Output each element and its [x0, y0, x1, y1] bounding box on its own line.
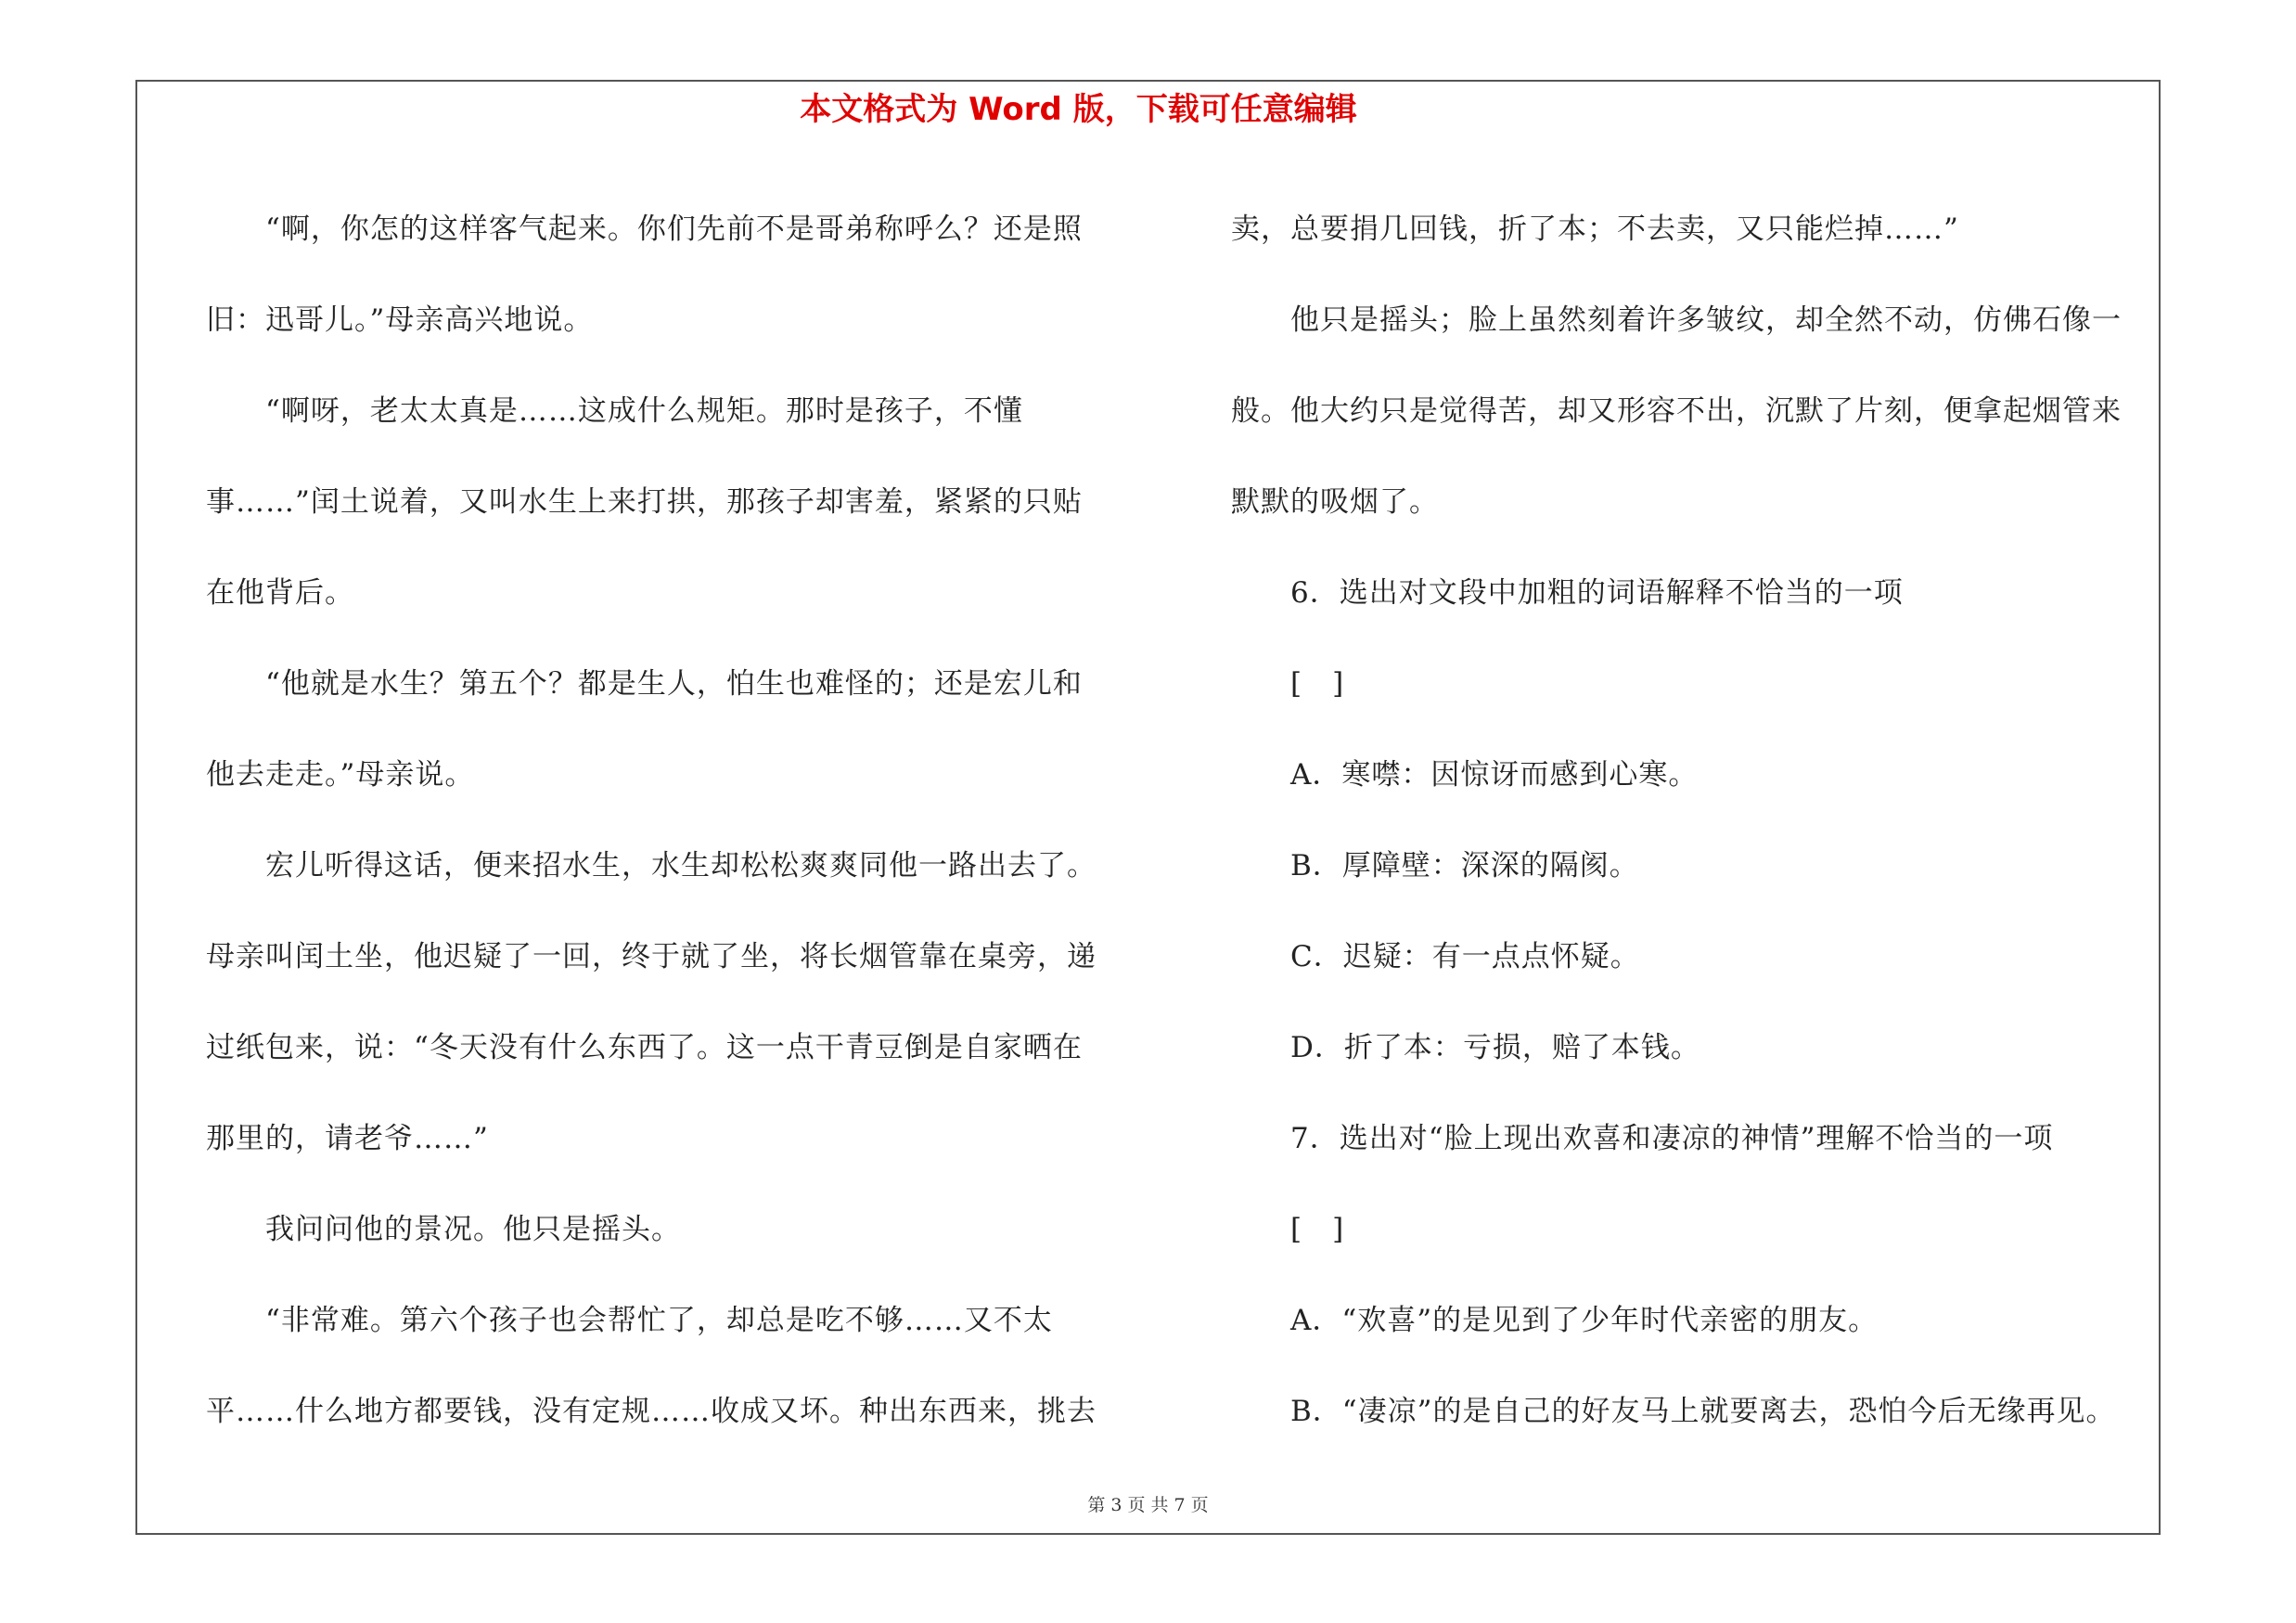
text-line: 在他背后。 [206, 576, 354, 610]
text-line: “啊，你怎的这样客气起来。你们先前不是哥弟称呼么？还是照 [206, 213, 1083, 246]
text-line: 他只是摇头；脸上虽然刻着许多皱纹，却全然不动，仿佛石像一 [1231, 303, 2122, 337]
question-6-prompt: 6．选出对文段中加粗的词语解释不恰当的一项 [1231, 576, 1904, 610]
option-a: A．寒噤：因惊讶而感到心寒。 [1231, 758, 1699, 792]
right-column [1231, 184, 2173, 1457]
text-line: 默默的吸烟了。 [1231, 485, 1439, 519]
option-c: C．迟疑：有一点点怀疑。 [1231, 940, 1640, 973]
text-line: 般。他大约只是觉得苦，却又形容不出，沉默了片刻，便拿起烟管来 [1231, 394, 2122, 428]
text-line: 那里的，请老爷……” [206, 1122, 489, 1155]
option-d: D．折了本：亏损，赔了本钱。 [1231, 1031, 1700, 1064]
text-line: 事……”闰土说着，又叫水生上来打拱，那孩子却害羞，紧紧的只贴 [206, 485, 1083, 519]
page-number-footer: 第 3 页 共 7 页 [1087, 1495, 1209, 1515]
text-line: 我问问他的景况。他只是摇头。 [206, 1213, 681, 1246]
text-line: “他就是水生？第五个？都是生人，怕生也难怪的；还是宏儿和 [206, 667, 1083, 701]
word-format-banner: 本文格式为 Word 版，下载可任意编辑 [800, 91, 1357, 128]
answer-bracket: [ ] [1231, 1213, 1345, 1246]
text-line: “啊呀，老太太真是……这成什么规矩。那时是孩子，不懂 [206, 394, 1023, 428]
text-line: 他去走走。”母亲说。 [206, 758, 475, 792]
text-line: 母亲叫闰土坐，他迟疑了一回，终于就了坐，将长烟管靠在桌旁，递 [206, 940, 1097, 973]
text-line: 平……什么地方都要钱，没有定规……收成又坏。种出东西来，挑去 [206, 1395, 1097, 1428]
text-line: 宏儿听得这话，便来招水生，水生却松松爽爽同他一路出去了。 [206, 849, 1097, 882]
text-line: “非常难。第六个孩子也会帮忙了，却总是吃不够……又不太 [206, 1304, 1053, 1337]
text-line: 卖，总要捐几回钱，折了本；不去卖，又只能烂掉……” [1231, 213, 1959, 246]
answer-bracket: [ ] [1231, 667, 1345, 701]
option-b: B．厚障壁：深深的隔阂。 [1231, 849, 1639, 882]
option-b: B．“凄凉”的是自己的好友马上就要离去，恐怕今后无缘再见。 [1231, 1395, 2116, 1428]
text-line: 旧：迅哥儿。”母亲高兴地说。 [206, 303, 594, 337]
question-7-prompt: 7．选出对“脸上现出欢喜和凄凉的神情”理解不恰当的一项 [1231, 1122, 2054, 1155]
left-column [206, 184, 1138, 1457]
option-a: A．“欢喜”的是见到了少年时代亲密的朋友。 [1231, 1304, 1879, 1337]
text-line: 过纸包来，说：“冬天没有什么东西了。这一点干青豆倒是自家晒在 [206, 1031, 1083, 1064]
